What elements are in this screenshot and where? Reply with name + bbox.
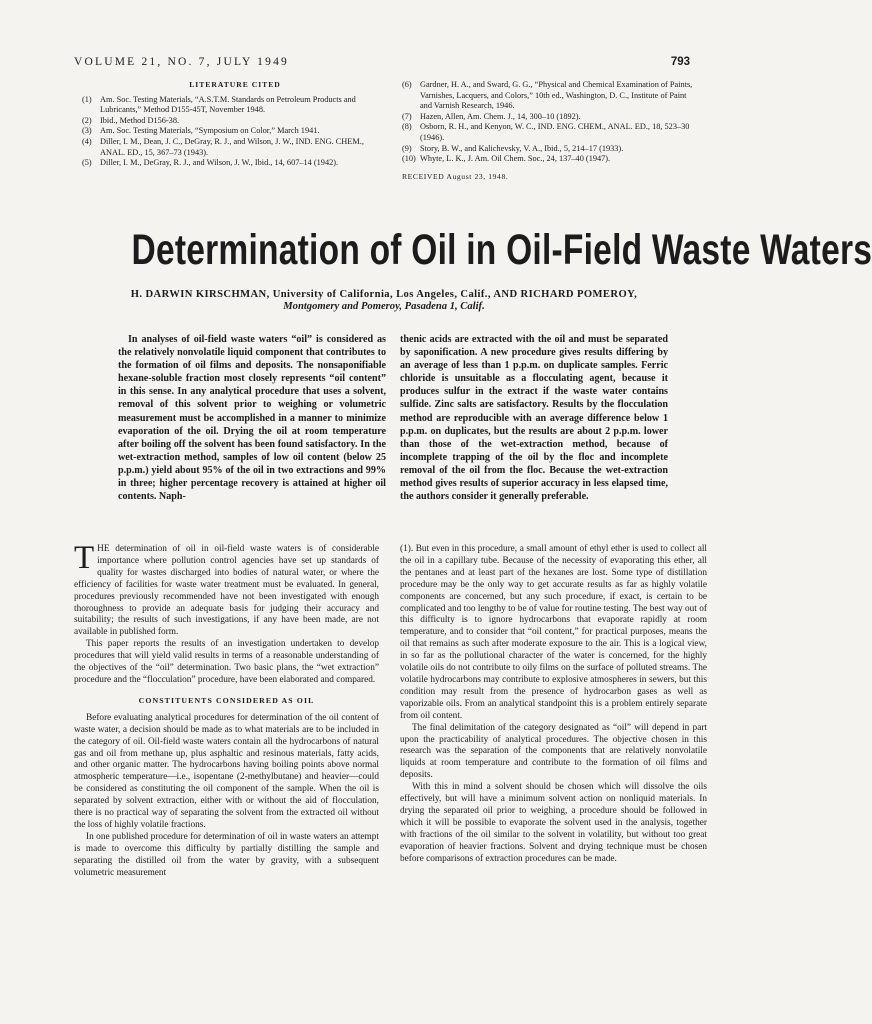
- reference-text: Am. Soc. Testing Materials, “Symposium on Color,” March 1941.: [100, 126, 320, 136]
- reference-number: (9): [402, 143, 412, 153]
- drop-cap: T: [74, 540, 95, 576]
- reference-text: Gardner, H. A., and Sward, G. G., “Physical and Chemical Examination of Paints, Varnishes, Lacquers, and Colors,” 10th ed., Washington, D. C., Institute of Paint and Varnish Research, 1946.: [420, 80, 693, 111]
- reference-item: [402, 154, 698, 165]
- reference-text: Osborn, R. H., and Kenyon, W. C., IND. ENG. CHEM., ANAL. ED., 18, 523–30 (1946).: [420, 122, 690, 142]
- body-paragraph: With this in mind a solvent should be chosen which will dissolve the oils effectively, but will have a minimum solvent action on nonliquid materials. In drying the separated oil prior to weighing, a procedure should be followed in which it will be possible to evaporate the solvent used in the analysis, together with fractions of the oil similar to the solvent in volatility, but without too great evaporation of heavier fractions. Solvent and drying technique must be chosen before comparisons of extraction procedures can be made.: [400, 782, 707, 864]
- abstract-left: [118, 333, 386, 503]
- literature-cited-right: [402, 80, 698, 182]
- body-paragraph: The final delimitation of the category designated as “oil” will depend in part upon the practicability of analytical procedures. The objective chosen in this research was the separation of the components that are relatively nonvolatile liquids at room temperature and contribute to the formation of oil films and deposits.: [400, 722, 707, 781]
- reference-number: (3): [82, 126, 92, 136]
- reference-item: [82, 95, 388, 116]
- abstract-text: thenic acids are extracted with the oil and must be separated by saponification. A new procedure gives results differing by an average of less than 1 p.p.m. on duplicate samples. Ferric chloride is unsuitable as a flocculating agent, because it produces sulfur in the extract if the waste water contains sulfide. Zinc salts are satisfactory. Results by the flocculation method are reproducible with an average difference below 1 p.p.m. on duplicates, but the results are about 2 p.p.m. lower than those of the wet-extraction method, because of incomplete trapping of the oil by the floc and incomplete removal of the oil from the floc. Because the wet-extraction method gives results of superior accuracy in less elapsed time, the authors consider it generally preferable.: [400, 334, 668, 503]
- reference-item: [402, 80, 698, 112]
- reference-text: Story, B. W., and Kalichevsky, V. A., Ibid., 5, 214–17 (1933).: [420, 143, 624, 153]
- reference-number: (4): [82, 136, 92, 146]
- reference-number: (7): [402, 111, 412, 121]
- body-paragraph: This paper reports the results of an investigation undertaken to develop procedures that will yield valid results in terms of a reasonable understanding of the objectives of the “oil” determination. Two basic plans, the “wet extraction” procedure and the “flocculation” procedure, have been elaborated and compared.: [74, 639, 379, 685]
- body-paragraph: Before evaluating analytical procedures for determination of the oil content of waste water, a decision should be made as to what materials are to be included in the category of oil. Oil-field waste waters contain all the hydrocarbons of natural gas and oil from methane up, plus asphaltic and resinous materials, fatty acids, and other organic matter. The hydrocarbons having boiling points above normal atmospheric temperature—i.e., isopentane (2-methylbutane) and heavier—could be considered as constituting the oil component of the sample. When the oil is separated by solvent extraction, either with or without the aid of flocculation, there is no practical way of separating the solvent from the extracted oil without the loss of highly volatile fractions.: [74, 712, 379, 830]
- received-date: RECEIVED August 23, 1948.: [402, 171, 509, 181]
- reference-number: (10): [402, 154, 416, 164]
- reference-item: [402, 144, 698, 155]
- byline: [74, 289, 694, 314]
- reference-number: (5): [82, 158, 92, 168]
- affiliation: Montgomery and Pomeroy, Pasadena 1, Calif.: [283, 301, 485, 313]
- article-title: Determination of Oil in Oil-Field Waste Waters: [131, 226, 872, 274]
- reference-number: (2): [82, 115, 92, 125]
- reference-item: [402, 112, 698, 123]
- abstract-text: In analyses of oil-field waste waters “oil” is considered as the relatively nonvolatile liquid component that contributes to the formation of oil films and deposits. The nonsaponifiable hexane-soluble fraction most closely represents “oil content” in this sense. In any analytical procedure that uses a solvent, removal of this solvent prior to weighing or volumetric measurement must be accomplished in a manner to minimize evaporation of the oil. Drying the oil at room temperature after boiling off the solvent has been found satisfactory. In the wet-extraction method, samples of low oil content (below 25 p.p.m.) yield about 95% of the oil in two extractions and 99% in three; higher percentage recovery is attained at higher oil contents. Naph-: [118, 334, 386, 503]
- reference-text: Am. Soc. Testing Materials, “A.S.T.M. Standards on Petroleum Products and Lubricants,” Method D155-45T, November 1948.: [100, 94, 356, 115]
- body-column-left: [74, 540, 379, 879]
- intro-text: HE determination of oil in oil-field waste waters is of considerable importance where pollution control agencies have set up standards of quality for wastes discharged into bodies of natural water, or where the efficiency of facilities for waste water treatment must be evaluated. In general, procedures previously recommended have not been investigated with enough thoroughness to provide an adequate basis for judging their accuracy and suitability; the results of such investigations, if any have been made, are not available in published form.: [74, 544, 379, 638]
- reference-text: Diller, I. M., Dean, J. C., DeGray, R. J., and Wilson, J. W., IND. ENG. CHEM., ANAL. ED., 15, 367–73 (1943).: [100, 136, 364, 157]
- reference-item: [82, 137, 388, 158]
- reference-item: [82, 116, 388, 127]
- running-head: VOLUME 21, NO. 7, JULY 1949: [74, 56, 289, 68]
- reference-number: (8): [402, 122, 412, 132]
- body-paragraph: (1). But even in this procedure, a small amount of ethyl ether is used to collect all the oil in a capillary tube. Because of the necessity of evaporating this ether, all the pentanes and at least part of the hexanes are lost. Some type of distillation procedure may be the only way to get accurate results as far as highly volatile components are concerned, but any such procedure, if exact, is certain to be complicated and too lengthy to be of value for routine testing. The best way out of this difficulty is to ignore hydrocarbons that evaporate rapidly at room temperature, and to consider that “oil content,” for practical purposes, means the oil that remains as such after moderate exposure to the air. This is a logical view, in so far as the pollutional character of the water is concerned, for the highly volatile oils do not contribute to oily films on the surface of polluted streams. The volatile hydrocarbons may contribute to explosive atmospheres in sewers, but this condition may result from the presence of hydrocarbon gases as well as vaporizable oils. From an analytical standpoint this is a problem entirely separate from oil content.: [400, 544, 707, 721]
- reference-item: [82, 158, 388, 169]
- literature-cited-left: [82, 80, 388, 169]
- reference-text: Whyte, L. K., J. Am. Oil Chem. Soc., 24, 137–40 (1947).: [420, 154, 611, 164]
- reference-number: (6): [402, 80, 412, 89]
- abstract-right: [400, 333, 668, 503]
- reference-text: Hazen, Allen, Am. Chem. J., 14, 300–10 (1892).: [420, 111, 581, 121]
- intro-paragraph: [74, 540, 379, 639]
- reference-item: [402, 122, 698, 143]
- reference-number: (1): [82, 94, 92, 104]
- reference-text: Ibid., Method D156-38.: [100, 115, 180, 125]
- authors: H. DARWIN KIRSCHMAN, University of California, Los Angeles, Calif., AND RICHARD POMEROY,: [130, 289, 638, 300]
- body-paragraph: In one published procedure for determination of oil in waste waters an attempt is made to overcome this difficulty by partially distilling the sample and separating the distilled oil from the water by gravity, with a subsequent volumetric measurement: [74, 831, 379, 878]
- literature-heading: LITERATURE CITED: [189, 80, 281, 89]
- reference-text: Diller, I. M., DeGray, R. J., and Wilson, J. W., Ibid., 14, 607–14 (1942).: [100, 158, 339, 168]
- page-number: 793: [670, 56, 690, 68]
- body-column-right: [400, 544, 707, 865]
- section-heading: CONSTITUENTS CONSIDERED AS OIL: [138, 695, 315, 705]
- reference-item: [82, 126, 388, 137]
